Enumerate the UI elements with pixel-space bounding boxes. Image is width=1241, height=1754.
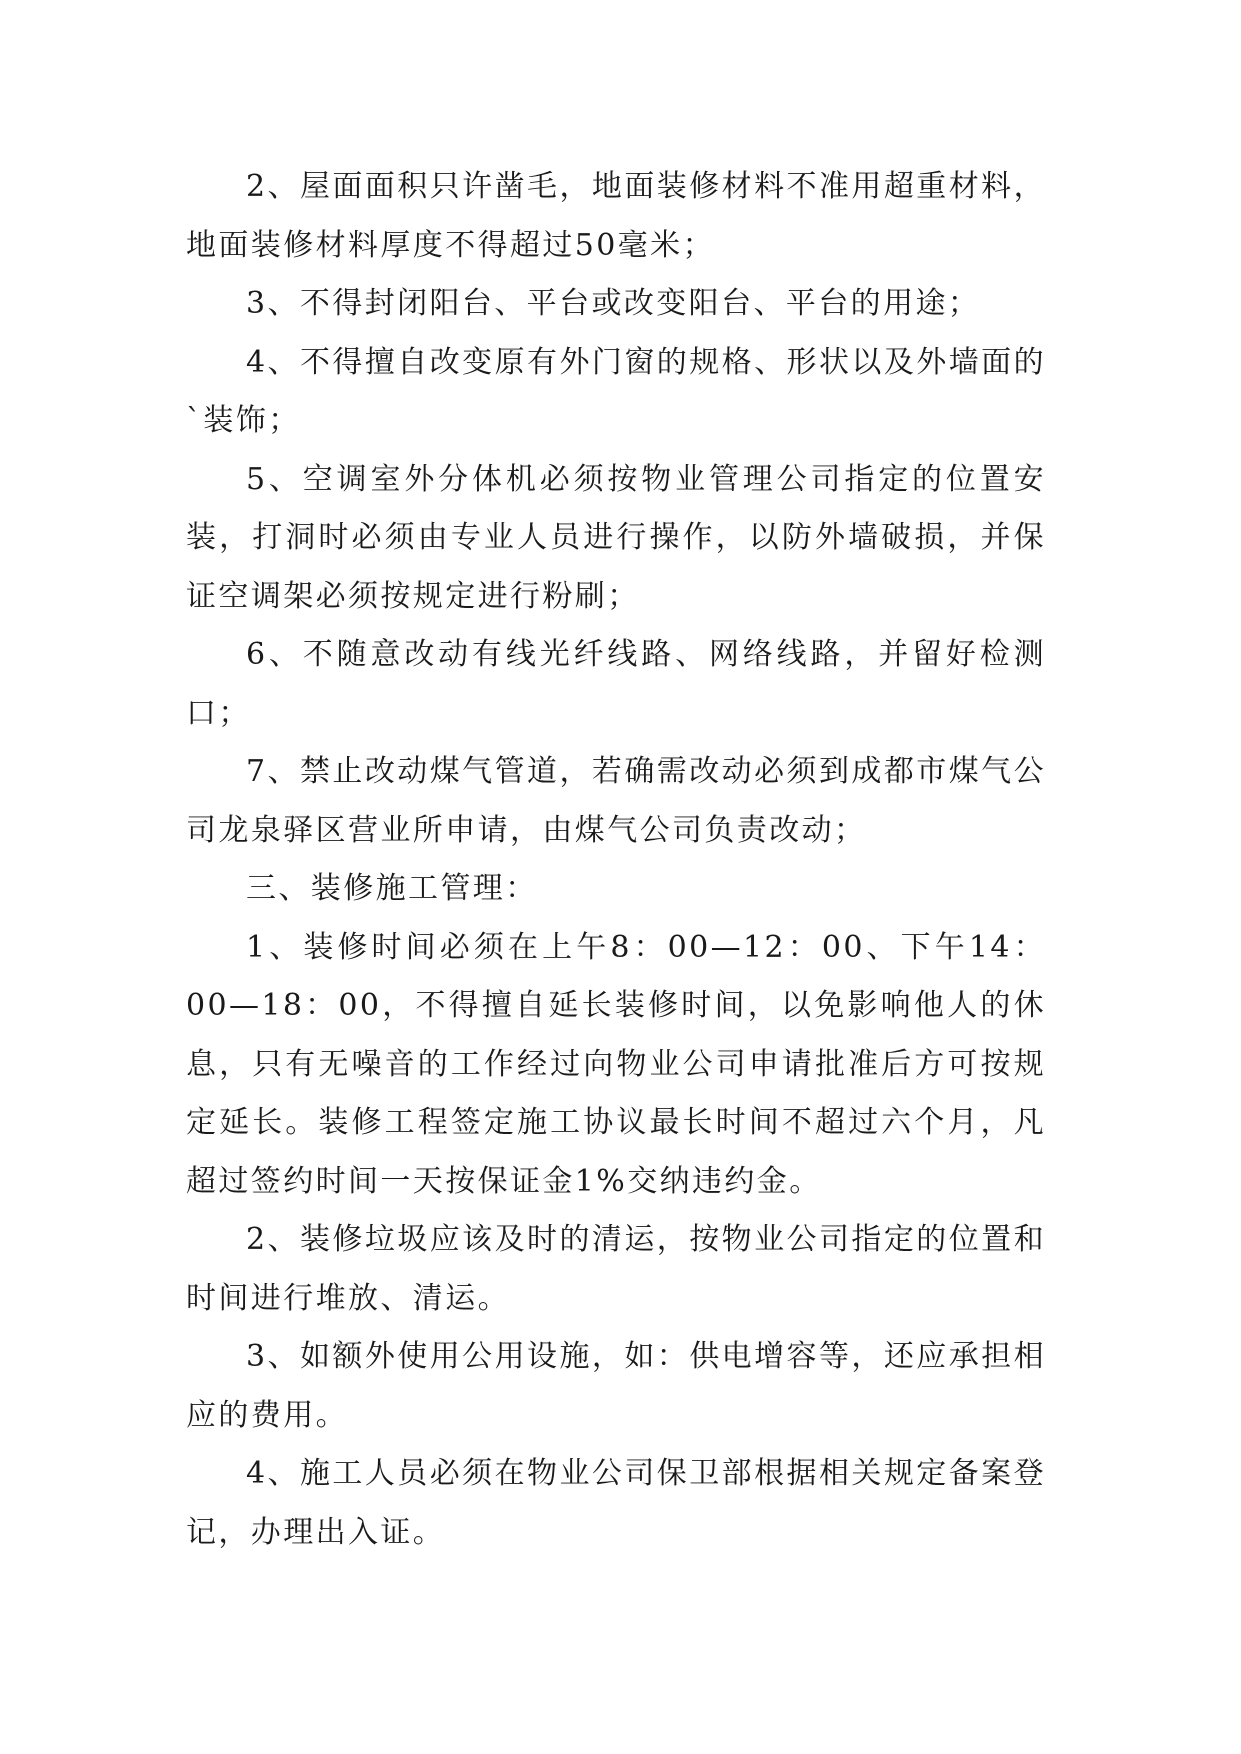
document-body (186, 158, 1046, 1562)
paragraph-fiber-network: 6、不随意改动有线光纤线路、网络线路，并留好检测口； (186, 637, 1046, 731)
paragraph-working-hours: 1、装修时间必须在上午8：00—12：00、下午14：00—18：00，不得擅自延长装修时间，以免影响他人的休息，只有无噪音的工作经过向物业公司申请批准后方可按规定延长。装修工程签定施工协议最长时间不超过六个月，凡超过签约时间一天按保证金1%交纳违约金。 (186, 929, 1046, 1199)
paragraph-roof-floor-materials: 2、屋面面积只许凿毛，地面装修材料不准用超重材料，地面装修材料厚度不得超过50毫米； (186, 169, 1046, 263)
section-heading-construction-management: 三、装修施工管理： (246, 871, 538, 906)
paragraph-worker-registration: 4、施工人员必须在物业公司保卫部根据相关规定备案登记，办理出入证。 (186, 1456, 1046, 1550)
paragraph-public-facilities: 3、如额外使用公用设施，如：供电增容等，还应承担相应的费用。 (186, 1339, 1046, 1433)
paragraph-balcony: 3、不得封闭阳台、平台或改变阳台、平台的用途； (246, 286, 981, 321)
paragraph-waste-removal: 2、装修垃圾应该及时的清运，按物业公司指定的位置和时间进行堆放、清运。 (186, 1222, 1046, 1316)
paragraph-doors-windows: 4、不得擅自改变原有外门窗的规格、形状以及外墙面的`装饰； (186, 344, 1046, 438)
paragraph-air-conditioner: 5、空调室外分体机必须按物业管理公司指定的位置安装，打洞时必须由专业人员进行操作，以防外墙破损，并保证空调架必须按规定进行粉刷； (186, 461, 1046, 614)
paragraph-gas-pipe: 7、禁止改动煤气管道，若确需改动必须到成都市煤气公司龙泉驿区营业所申请，由煤气公司负责改动； (186, 754, 1046, 848)
